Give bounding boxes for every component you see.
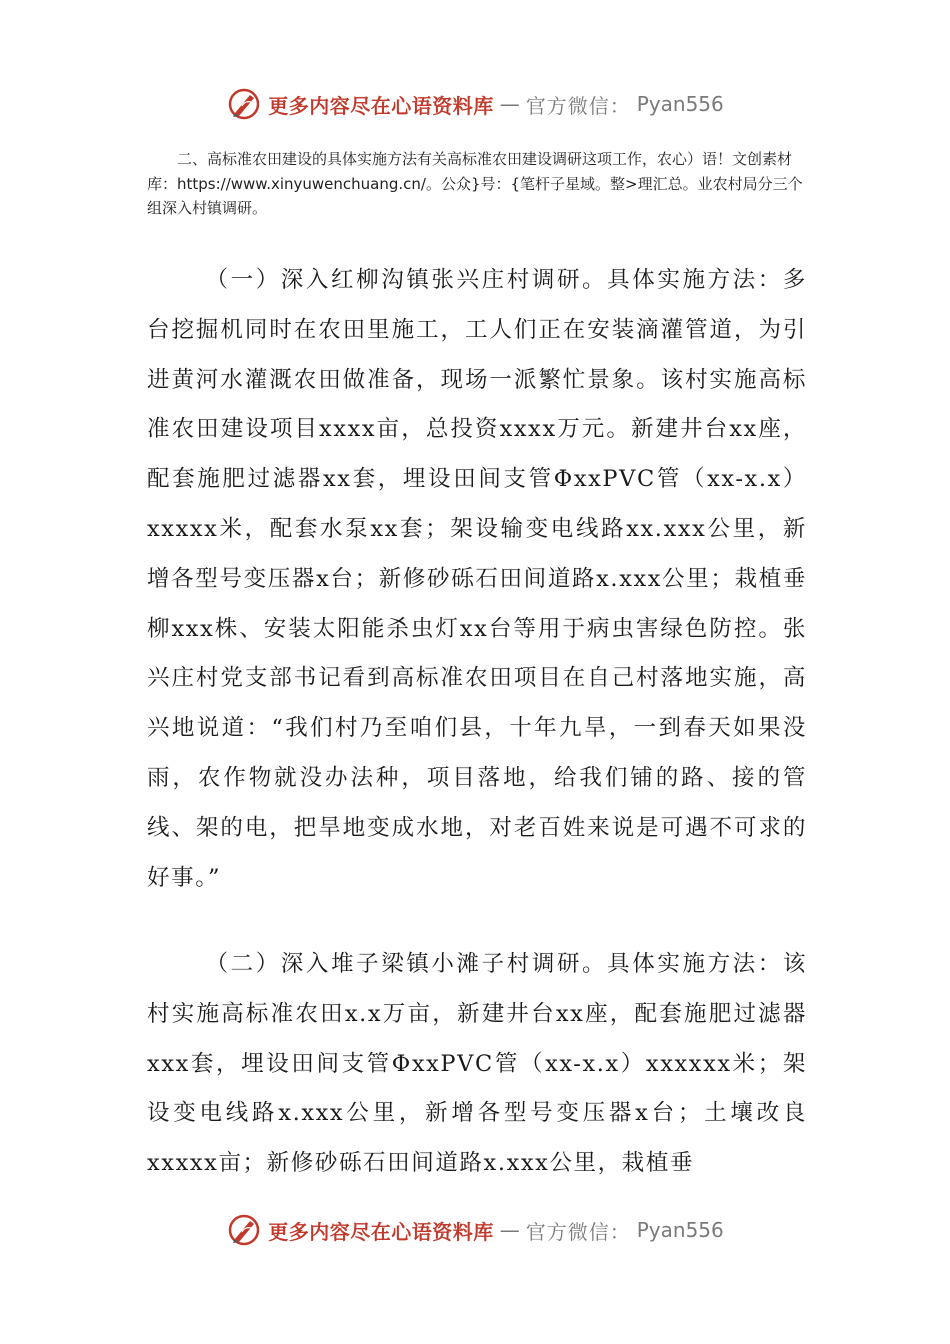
banner-site-name: 更多内容尽在心语资料库 — [268, 1219, 494, 1244]
body-paragraph-2: （二）深入堆子梁镇小滩子村调研。具体实施方法：该村实施高标准农田x.x万亩，新建井台xx座，配套施肥过滤器xxx套，埋设田间支管ΦxxPVC管（xx-x.x）xxxxxx米；架设变电线路x.xxx公里，新增各型号变压器x台；土壤改良xxxxx亩；新修砂砾石田间道路x.xxx公里，栽植垂 — [147, 951, 807, 1177]
banner-wechat-label: 官方微信： — [525, 1219, 631, 1244]
pen-circle-logo-icon — [226, 86, 262, 122]
banner-wechat-label: 官方微信： — [525, 93, 631, 118]
intro-paragraph: 二、高标准农田建设的具体实施方法有关高标准农田建设调研这项工作，农心）语！文创素材库：https://www.xinyuwenchuang.cn/。公众}号：{笔杆子星域。整>理汇总。业农村局分三个组深入村镇调研。 — [147, 150, 803, 217]
banner-wechat-id: Pyan556 — [636, 92, 724, 116]
banner-dash: — — [499, 1218, 520, 1242]
footer-watermark-banner — [0, 1208, 950, 1252]
banner-site-name: 更多内容尽在心语资料库 — [268, 93, 494, 118]
header-watermark-banner — [0, 82, 950, 126]
pen-circle-logo-icon — [226, 1212, 262, 1248]
body-paragraph-1: （一）深入红柳沟镇张兴庄村调研。具体实施方法：多台挖掘机同时在农田里施工，工人们正在安装滴灌管道，为引进黄河水灌溉农田做准备，现场一派繁忙景象。该村实施高标准农田建设项目xxxx亩，总投资xxxx万元。新建井台xx座，配套施肥过滤器xx套，埋设田间支管ΦxxPVC管（xx-x.x）xxxxx米，配套水泵xx套；架设输变电线路xx.xxx公里，新增各型号变压器x台；新修砂砾石田间道路x.xxx公里；栽植垂柳xxx株、安装太阳能杀虫灯xx台等用于病虫害绿色防控。张兴庄村党支部书记看到高标准农田项目在自己村落地实施，高兴地说道：“我们村乃至咱们县，十年九旱，一到春天如果没雨，农作物就没办法种，项目落地，给我们铺的路、接的管线、架的电，把旱地变成水地，对老百姓来说是可遇不可求的好事。” — [147, 267, 807, 891]
banner-dash: — — [499, 92, 520, 116]
banner-wechat-id: Pyan556 — [636, 1218, 724, 1242]
